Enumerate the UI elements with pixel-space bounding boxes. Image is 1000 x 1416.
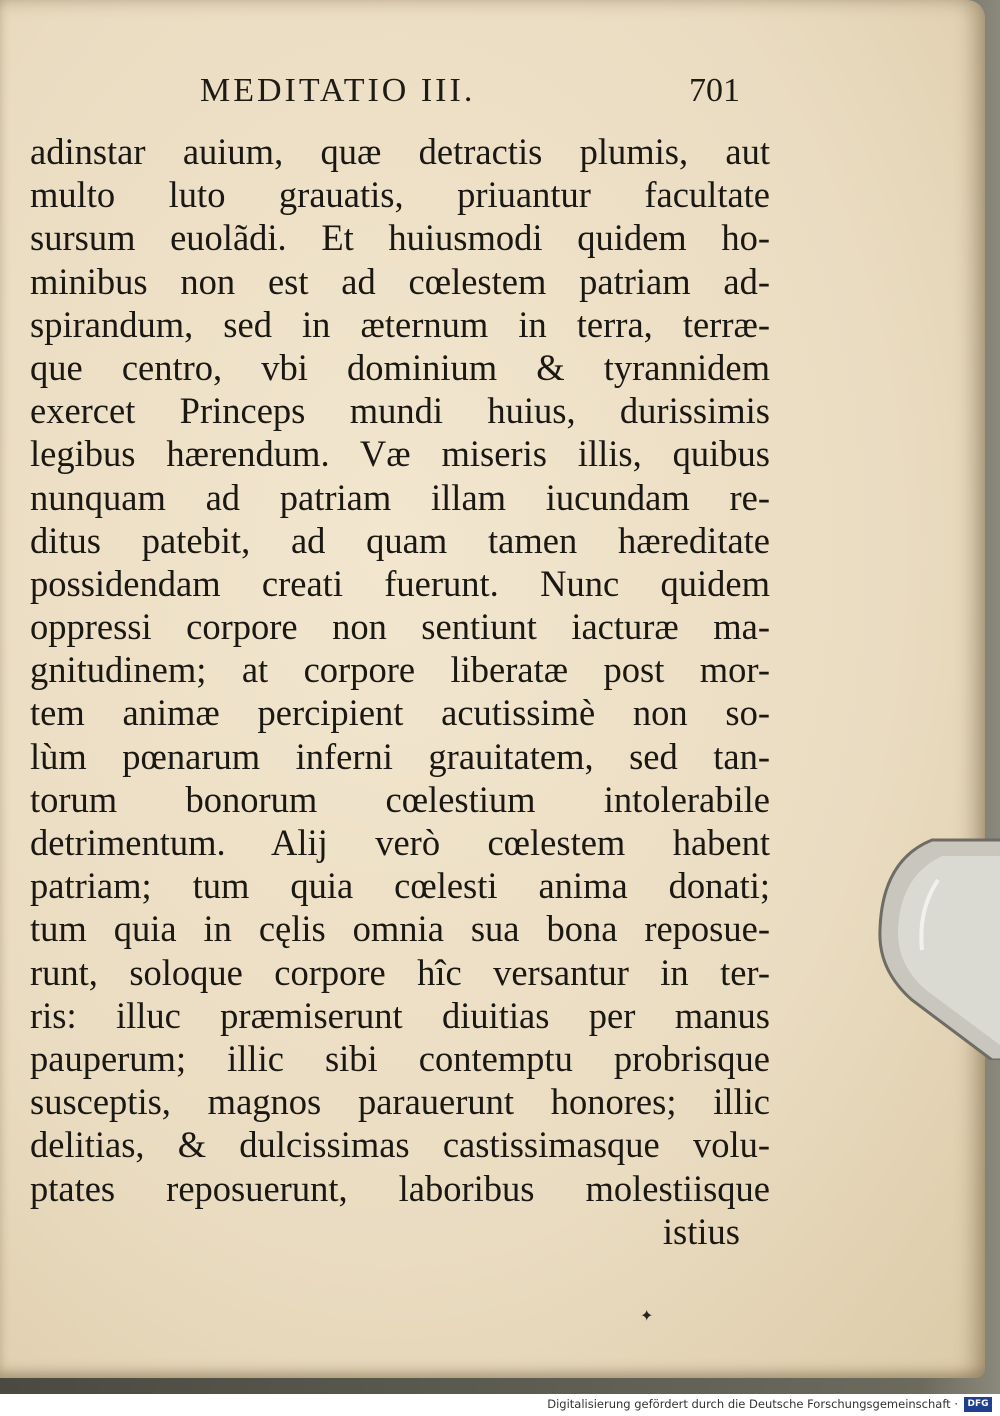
text-line: ditus patebit, ad quam tamen hæreditate	[30, 519, 770, 561]
funding-notice: Digitalisierung gefördert durch die Deutsche Forschungsgemeinschaft ·	[547, 1397, 958, 1411]
text-line: exercet Princeps mundi huius, durissimis	[30, 390, 770, 432]
text-line: gnitudinem; at corpore liberatæ post mor-	[30, 649, 770, 691]
text-line: multo luto grauatis, priuantur facultate	[30, 174, 770, 216]
running-head	[200, 72, 740, 122]
footer-bar	[0, 1394, 1000, 1416]
text-line: susceptis, magnos parauerunt honores; illic	[30, 1081, 770, 1123]
text-line: sursum euolãdi. Et huiusmodi quidem ho-	[30, 217, 770, 259]
page-clip-icon	[872, 820, 1000, 1060]
text-line: detrimentum. Alij verò cœlestem habent	[30, 822, 770, 863]
text-line: adinstar auium, quæ detractis plumis, aut	[30, 131, 770, 172]
text-line: que centro, vbi dominium & tyrannidem	[30, 346, 770, 388]
text-line: lùm pœnarum inferni grauitatem, sed tan-	[30, 735, 770, 777]
text-line: tum quia in cęlis omnia sua bona reposue-	[30, 908, 770, 950]
signature-mark: ✦	[640, 1306, 654, 1325]
text-line: ptates reposuerunt, laboribus molestiisque	[30, 1167, 770, 1209]
running-head-title: MEDITATIO III.	[200, 72, 476, 109]
text-line: pauperum; illic sibi contemptu probrisque	[30, 1037, 770, 1079]
dfg-logo: DFG	[964, 1397, 992, 1412]
text-line: torum bonorum cœlestium intolerabile	[30, 778, 770, 820]
text-line: nunquam ad patriam illam iucundam re-	[30, 476, 770, 518]
text-line: legibus hærendum. Væ miseris illis, quibus	[30, 433, 770, 475]
text-line: spirandum, sed in æternum in terra, terræ-	[30, 303, 770, 345]
text-line: possidendam creati fuerunt. Nunc quidem	[30, 562, 770, 604]
text-line: tem animæ percipient acutissimè non so-	[30, 692, 770, 734]
text-line: oppressi corpore non sentiunt iacturæ ma-	[30, 606, 770, 648]
text-line: patriam; tum quia cœlesti anima donati;	[30, 865, 770, 907]
text-line: runt, soloque corpore hîc versantur in ter-	[30, 951, 770, 993]
text-line: minibus non est ad cœlestem patriam ad-	[30, 260, 770, 302]
text-line: ris: illuc præmiserunt diuitias per manus	[30, 994, 770, 1036]
body-text	[30, 130, 770, 1253]
text-line: delitias, & dulcissimas castissimasque volu-	[30, 1124, 770, 1166]
catchword: istius	[662, 1210, 740, 1252]
page-number: 701	[689, 72, 740, 109]
